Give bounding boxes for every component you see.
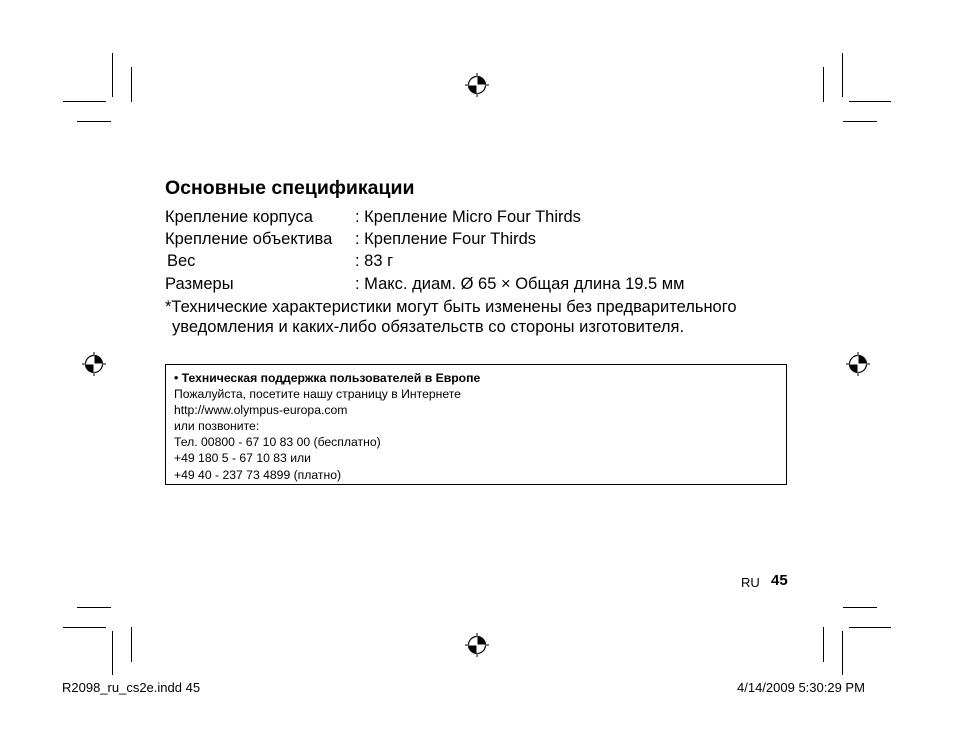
crop-mark-bottom-right-v1 [842,631,843,675]
registration-mark-bottom-icon [465,633,489,657]
crop-mark-bottom-left-h1 [77,607,111,608]
registration-mark-left-icon [82,352,106,376]
support-line: Пожалуйста, посетите нашу страницу в Интернете [174,387,461,402]
support-url[interactable]: http://www.olympus-europa.com [174,403,348,418]
support-heading: • Техническая поддержка пользователей в Европе [174,371,481,385]
spec-row [0,252,954,272]
crop-mark-top-right-h2 [843,121,877,122]
page-number: 45 [771,572,788,589]
note-line: уведомления и каких-либо обязательств со стороны изготовителя. [172,318,685,336]
page-language: RU [741,575,760,590]
footer-timestamp: 4/14/2009 5:30:29 PM [737,680,865,695]
crop-mark-bottom-right-h2 [849,627,891,628]
spec-row [0,230,954,250]
spec-label: Крепление объектива [165,230,333,248]
crop-mark-top-right-v2 [823,67,824,102]
spec-label: Вес [167,252,196,270]
crop-mark-top-left-v1 [112,53,113,97]
footer-file-info: R2098_ru_cs2e.indd 45 [62,680,201,695]
spec-label: Размеры [165,275,234,293]
page-title: Основные спецификации [165,177,415,199]
crop-mark-bottom-left-v1 [112,631,113,675]
support-phone: +49 180 5 - 67 10 83 или [174,451,311,466]
crop-mark-bottom-left-v2 [131,627,132,662]
crop-mark-bottom-right-h1 [843,607,877,608]
spec-row [0,275,954,295]
note-line: *Технические характеристики могут быть изменены без предварительного [165,298,737,316]
crop-mark-top-left-v2 [131,67,132,102]
crop-mark-bottom-right-v2 [823,627,824,662]
crop-mark-top-right-h1 [849,101,891,102]
registration-mark-top-icon [465,73,489,97]
crop-mark-bottom-left-h2 [63,627,106,628]
spec-label: Крепление корпуса [165,208,313,226]
support-phone: Тел. 00800 - 67 10 83 00 (бесплатно) [174,435,381,450]
spec-value: : Крепление Micro Four Thirds [355,208,581,226]
support-info-box [165,364,787,485]
registration-mark-right-icon [846,352,870,376]
support-line: или позвоните: [174,419,260,434]
crop-mark-top-left-h2 [77,121,111,122]
crop-mark-top-left-h1 [63,101,106,102]
support-phone: +49 40 - 237 73 4899 (платно) [174,467,342,482]
spec-note [165,297,737,337]
spec-row [0,208,954,228]
spec-value: : Крепление Four Thirds [355,230,537,248]
spec-value: : 83 г [355,252,394,270]
spec-value: : Макс. диам. Ø 65 × Общая длина 19.5 мм [355,275,685,293]
crop-mark-top-right-v1 [842,53,843,97]
